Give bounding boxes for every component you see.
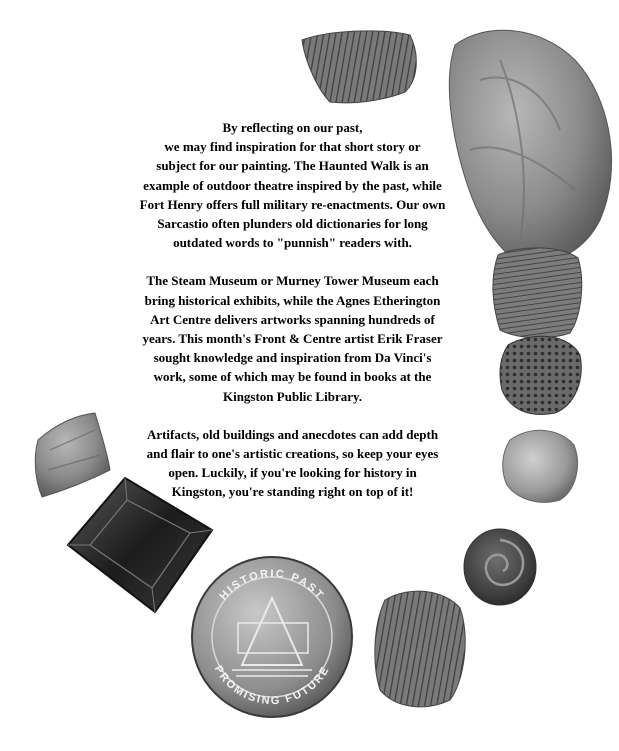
text-line: we may find inspiration for that short story or (164, 139, 421, 155)
text-line: sought knowledge and inspiration from Da Vinci's (153, 350, 432, 366)
coin-top-text: HISTORIC PAST (217, 567, 327, 603)
text-line: years. This month's Front & Centre artist Erik Fraser (142, 331, 443, 347)
commemorative-coin (192, 557, 352, 717)
text-line: Artifacts, old buildings and anecdotes can add depth (146, 426, 439, 442)
text-line: and flair to one's artistic creations, so keep your eyes (146, 446, 439, 462)
ridged-fossil-bottom (375, 591, 465, 707)
pitted-coral-fossil (500, 336, 581, 414)
coin-bottom-text: PROMISING FUTURE (211, 663, 333, 708)
agate-pebble (503, 430, 578, 502)
paragraph-1 (100, 118, 485, 252)
ridged-fossil-right (493, 248, 582, 338)
text-line: outdated words to "punnish" readers with. (173, 235, 412, 251)
text-line: example of outdoor theatre inspired by the past, while (143, 177, 442, 193)
text-line: Art Centre delivers artworks spanning hundreds of (150, 311, 435, 327)
text-line: The Steam Museum or Murney Tower Museum each (146, 273, 439, 289)
arrowhead-small (35, 413, 110, 497)
text-line: bring historical exhibits, while the Agnes Etherington (144, 292, 441, 308)
text-line: subject for our painting. The Haunted Walk is an (156, 158, 429, 174)
text-line: Fort Henry offers full military re-enactments. Our own (139, 196, 446, 212)
text-line: Kingston, you're standing right on top of it! (171, 484, 414, 500)
paragraph-2 (100, 271, 485, 405)
text-line: Sarcastio often plunders old dictionaries for long (157, 216, 428, 232)
paragraph-3 (100, 425, 485, 502)
text-line: open. Luckily, if you're looking for history in (168, 465, 417, 481)
article-text (100, 118, 485, 521)
text-line: Kingston Public Library. (222, 388, 363, 404)
text-line: work, some of which may be found in books at the (153, 369, 432, 385)
text-line: By reflecting on our past, (222, 120, 363, 135)
fossil-shell-fragment (302, 31, 416, 103)
snail-shell-fossil (464, 529, 536, 605)
